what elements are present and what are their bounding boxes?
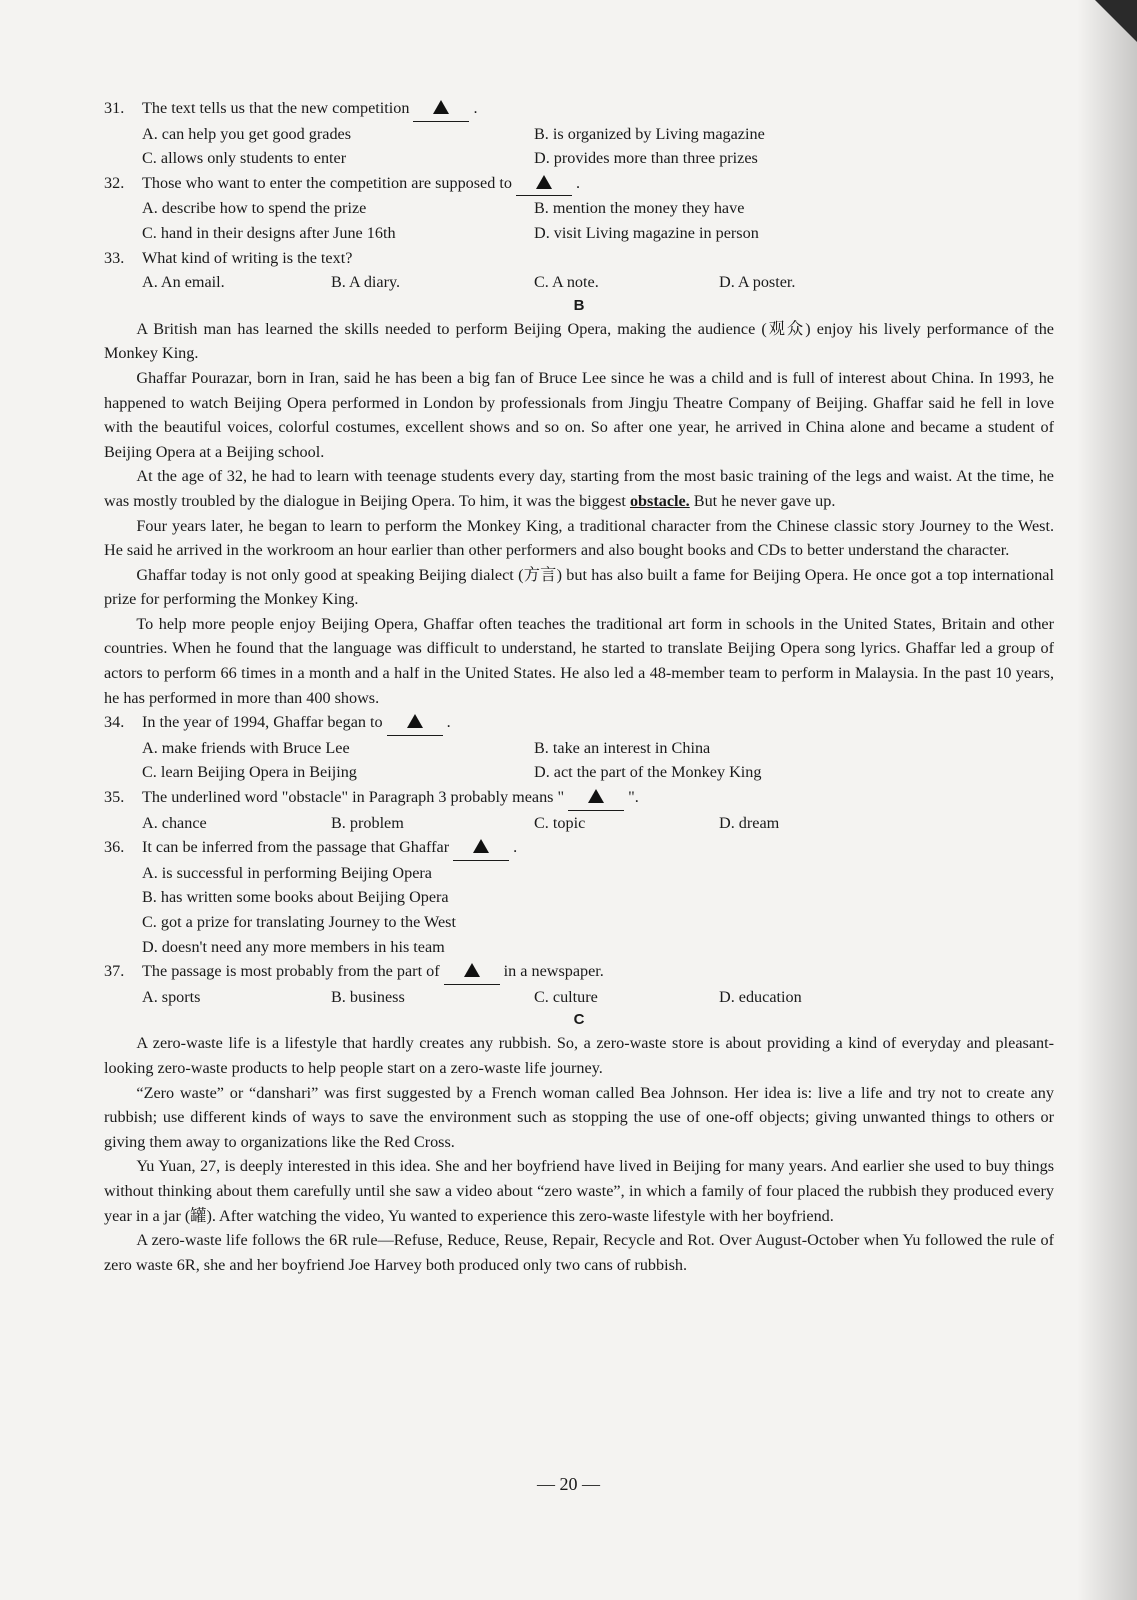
answer-blank — [444, 959, 500, 985]
section-heading-b: B — [573, 296, 585, 314]
option-d: D. visit Living magazine in person — [534, 223, 759, 242]
triangle-icon — [433, 100, 449, 114]
option-b: B. A diary. — [331, 273, 401, 292]
page-edge-shadow — [1077, 0, 1137, 1600]
options-row — [104, 760, 1054, 785]
question-stem: Those who want to enter the competition are supposed to — [142, 173, 512, 192]
option-c: C. culture — [534, 987, 598, 1006]
question-number: 31. — [104, 99, 125, 117]
question-34: 34. In the year of 1994, Ghaffar began to . — [104, 710, 1054, 736]
option-b: B. take an interest in China — [534, 738, 711, 757]
option-c: C. learn Beijing Opera in Beijing — [142, 763, 357, 782]
question-stem: The underlined word "obstacle" in Paragraph 3 probably means " — [142, 788, 565, 807]
option-b: B. problem — [331, 813, 404, 832]
answer-blank — [453, 835, 509, 861]
passage-b-paragraph: Four years later, he began to learn to perform the Monkey King, a traditional character from the Chinese classic story Journey to the West. He said he arrived in the workroom an hour earlier than other performers and also bought books and CDs to better understand the character. — [104, 516, 1054, 560]
question-stem: The passage is most probably from the part of — [142, 962, 440, 981]
question-number: 36. — [104, 838, 125, 857]
question-number: 33. — [104, 248, 125, 267]
option-a: A. is successful in performing Beijing Opera — [142, 863, 432, 882]
options-row — [104, 196, 1054, 221]
question-37: 37. The passage is most probably from the part of in a newspaper. — [104, 959, 1054, 985]
passage-c-paragraph: “Zero waste” or “danshari” was first suggested by a French woman called Bea Johnson. Her idea is: live a life and try not to create any rubbish; use different kinds of ways to save the environment such as stopping the use of one-off objects; giving unwanted things to others or giving them away to organizations like the Red Cross. — [104, 1083, 1054, 1151]
triangle-icon — [473, 839, 489, 853]
options-row — [104, 122, 1054, 147]
passage-b-paragraph: Ghaffar Pourazar, born in Iran, said he has been a big fan of Bruce Lee since he was a child and is full of interest about China. In 1993, he happened to watch Beijing Opera performed in London by professionals from Jingju Theatre Company of Beijing. Ghaffar said he fell in love with the beautiful voices, colorful costumes, excellent shows and so on. So after one year, he arrived in China alone and became a student of Beijing Opera at a Beijing school. — [104, 368, 1054, 461]
passage-c-paragraph: A zero-waste life is a lifestyle that hardly creates any rubbish. So, a zero-waste store is about providing a kind of everyday and pleasant-looking zero-waste products to help people start on a zero-waste life journey. — [104, 1034, 1054, 1077]
question-number: 32. — [104, 173, 125, 192]
answer-blank — [568, 785, 624, 811]
option-d: D. education — [719, 987, 802, 1006]
option-c: C. allows only students to enter — [142, 149, 347, 168]
triangle-icon — [464, 963, 480, 977]
option-d: D. A poster. — [719, 273, 796, 292]
passage-b-paragraph: Ghaffar today is not only good at speaking Beijing dialect (方言) but has also built a fame for Beijing Opera. He once got a top international prize for performing the Monkey King. — [104, 565, 1054, 609]
options-row — [104, 811, 1054, 836]
option-a: A. chance — [142, 813, 207, 832]
question-stem: In the year of 1994, Ghaffar began to — [142, 713, 383, 732]
question-number: 37. — [104, 962, 125, 981]
question-33 — [104, 246, 1054, 271]
answer-blank — [387, 710, 443, 736]
options-row — [104, 985, 1054, 1010]
page-number: — 20 — — [537, 1474, 600, 1494]
page-corner — [1095, 0, 1137, 42]
question-stem: What kind of writing is the text? — [142, 248, 353, 267]
question-35: 35. The underlined word "obstacle" in Paragraph 3 probably means " ". — [104, 785, 1054, 811]
option-b: B. mention the money they have — [534, 199, 745, 218]
passage-b-paragraph: At the age of 32, he had to learn with teenage students every day, starting from the most basic training of the legs and waist. At the time, he was mostly troubled by the dialogue in Beijing Opera. To him, it was the biggest obstacle. But he never gave up. — [104, 467, 1054, 510]
options-row — [104, 736, 1054, 761]
option-c: C. topic — [534, 813, 586, 832]
passage-c-paragraph: A zero-waste life follows the 6R rule—Refuse, Reduce, Reuse, Repair, Recycle and Rot. Over August-October when Yu followed the rule of zero waste 6R, she and her boyfriend Joe Harvey both produced only two cans of rubbish. — [104, 1231, 1054, 1274]
option-c: C. A note. — [534, 273, 599, 292]
options-row — [104, 146, 1054, 171]
options-row — [104, 221, 1054, 246]
option-d: D. provides more than three prizes — [534, 149, 758, 168]
option-c: C. hand in their designs after June 16th — [142, 223, 396, 242]
option-d: D. doesn't need any more members in his team — [142, 937, 445, 956]
triangle-icon — [588, 789, 604, 803]
option-a: A. can help you get good grades — [142, 124, 352, 143]
option-a: A. An email. — [142, 273, 225, 292]
triangle-icon — [536, 175, 552, 189]
question-36: 36. It can be inferred from the passage that Ghaffar . — [104, 835, 1054, 861]
passage-c-paragraph: Yu Yuan, 27, is deeply interested in this idea. She and her boyfriend have lived in Beijing for many years. And earlier she used to buy things without thinking about them carefully until she saw a video about “zero waste”, in which a family of four placed the rubbish they produced every year in a jar (罐). After watching the video, Yu wanted to experience this zero-waste lifestyle with her boyfriend. — [104, 1157, 1054, 1225]
options-row — [104, 270, 1054, 295]
underlined-word: obstacle. — [629, 491, 690, 510]
answer-blank — [516, 171, 572, 197]
question-31: 31. The text tells us that the new competition . — [104, 96, 1054, 122]
exam-content — [104, 96, 1054, 1277]
option-d: D. dream — [719, 813, 780, 832]
question-number: 34. — [104, 713, 125, 732]
question-stem: It can be inferred from the passage that Ghaffar — [142, 838, 450, 857]
question-stem: The text tells us that the new competition — [142, 99, 410, 117]
passage-b-paragraph: To help more people enjoy Beijing Opera, Ghaffar often teaches the traditional art form in schools in the United States, Britain and other countries. When he found that the language was difficult to understand, he started to translate Beijing Opera song lyrics. Ghaffar led a group of actors to perform 66 times in a month and a half in the United States. He also led a 48-member team to perform in Malaysia. In the past 10 years, he has performed in more than 400 shows. — [104, 614, 1054, 707]
option-d: D. act the part of the Monkey King — [534, 763, 762, 782]
question-number: 35. — [104, 788, 125, 807]
option-a: A. describe how to spend the prize — [142, 199, 367, 218]
option-b: B. has written some books about Beijing Opera — [142, 888, 449, 907]
option-c: C. got a prize for translating Journey to the West — [142, 913, 456, 931]
question-32: 32. Those who want to enter the competition are supposed to . — [104, 171, 1054, 197]
option-b: B. business — [331, 987, 405, 1006]
triangle-icon — [407, 714, 423, 728]
option-b: B. is organized by Living magazine — [534, 124, 765, 143]
section-heading-c: C — [573, 1011, 585, 1029]
option-a: A. make friends with Bruce Lee — [142, 738, 350, 757]
passage-b-paragraph: A British man has learned the skills needed to perform Beijing Opera, making the audience (观众) enjoy his lively performance of the Monkey King. — [104, 319, 1054, 363]
answer-blank — [413, 96, 469, 122]
option-a: A. sports — [142, 987, 201, 1006]
